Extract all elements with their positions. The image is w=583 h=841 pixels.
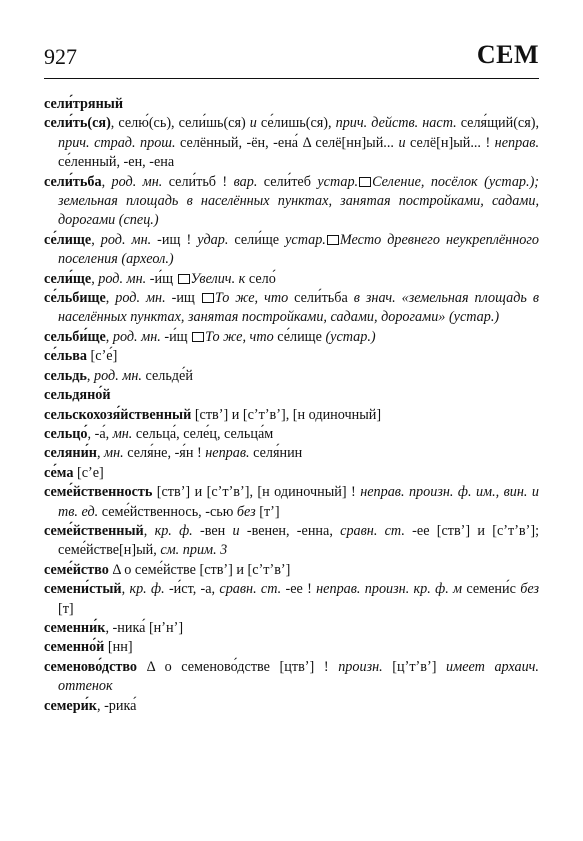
entry-text: сели́теб — [257, 173, 318, 190]
box-icon — [178, 274, 190, 284]
grammar-note: и — [232, 522, 240, 539]
headword: семени́стый — [44, 581, 122, 598]
grammar-note: вар. — [233, 173, 258, 190]
grammar-note: род. мн. — [112, 328, 161, 345]
headword: семе́йственный — [44, 522, 144, 539]
dictionary-entry — [44, 347, 539, 366]
dictionary-entry — [44, 289, 539, 328]
headword: се́ма — [44, 464, 74, 481]
grammar-note: (устар.) — [325, 328, 376, 345]
entry-text: , селю́(сь), сели́шь(ся) — [110, 115, 250, 132]
entry-text: , — [121, 581, 130, 598]
box-icon — [202, 293, 214, 303]
entry-text: семени́с — [462, 581, 521, 598]
headword: семенни́к — [44, 619, 106, 636]
grammar-note: Селение, посёлок (устар.); земельная площадь в населённых пунктах, занятая постройками, садами, дорогами (спец.) — [58, 173, 540, 229]
headword: семери́к — [44, 697, 97, 714]
entry-text: село́ — [245, 270, 276, 287]
grammar-note: род. мн. — [94, 367, 142, 384]
dictionary-entry — [44, 522, 539, 561]
entry-text: семе́йственнось, -сью — [98, 503, 237, 520]
headword: сельцо́ — [44, 425, 88, 442]
grammar-note: Место древнего неукреплённого поселения (археол.) — [58, 231, 539, 268]
dictionary-entry — [44, 406, 539, 425]
grammar-note: см. прим. 3 — [160, 542, 228, 559]
entry-text: сели́ще — [228, 231, 286, 248]
box-icon — [359, 177, 371, 187]
entry-text: , — [105, 328, 113, 345]
dictionary-entry — [44, 231, 539, 270]
grammar-note: без — [236, 503, 256, 520]
headword: семе́йство — [44, 561, 109, 578]
entry-text: сели́тьба — [288, 290, 354, 307]
entry-text: , — [91, 270, 99, 287]
grammar-note: устар. — [285, 231, 326, 248]
entry-text: -вен — [192, 522, 233, 539]
headword: сели́тряный — [44, 96, 124, 112]
headword: сели́ть(ся) — [44, 115, 111, 132]
entry-text: селё[н]ый... ! — [405, 134, 495, 151]
entry-text: сельде́й — [141, 367, 193, 384]
entry-text: , -а́, — [87, 425, 113, 442]
grammar-note: род. мн. — [100, 231, 152, 248]
grammar-note: род. мн. — [115, 290, 166, 307]
entry-text: се́ленный, -ен, -ена — [58, 154, 175, 171]
entry-text: , — [91, 231, 101, 248]
headword: сельскохозя́йственный — [44, 406, 192, 423]
entry-text: -ищ — [165, 290, 201, 307]
grammar-note: сравн. ст. — [340, 522, 405, 539]
dictionary-entry — [44, 580, 539, 619]
entry-text: -и́ст, -а, — [164, 581, 220, 598]
entry-text: селённый, -ён, -ена́ Δ селё[нн]ый... — [175, 134, 399, 151]
headword: сельдяно́й — [44, 387, 111, 404]
entry-text: -и́щ — [146, 270, 177, 287]
dictionary-entry — [44, 367, 539, 386]
entry-text: [сʼе́] — [87, 348, 118, 365]
entry-text: , — [101, 173, 112, 190]
entry-text: -ее ! — [281, 581, 317, 598]
dictionary-entry — [44, 425, 539, 444]
dictionary-entry — [44, 638, 539, 657]
headword: семеново́дство — [44, 658, 137, 675]
grammar-note: и — [249, 115, 257, 132]
entry-text: , — [96, 445, 105, 462]
grammar-note: мн. — [112, 425, 133, 442]
headword: сельдь — [44, 367, 87, 384]
headword: селяни́н — [44, 445, 97, 462]
grammar-note: кр. ф. — [129, 581, 165, 598]
headword: се́льбище — [44, 290, 106, 307]
dictionary-entry — [44, 386, 539, 405]
entry-text: се́лище — [273, 328, 326, 345]
grammar-note: мн. — [104, 445, 124, 462]
headword: сельби́ще — [44, 328, 106, 345]
grammar-note: устар. — [317, 173, 359, 190]
entry-text: селя́нин — [249, 445, 303, 462]
headword: сели́ще — [44, 270, 92, 287]
dictionary-entry — [44, 464, 539, 483]
grammar-note: произн. — [338, 658, 383, 675]
dictionary-entry — [44, 697, 539, 716]
grammar-note: Увелич. к — [190, 270, 246, 287]
dictionary-entry — [44, 173, 539, 231]
entry-text: [т] — [58, 600, 74, 617]
entry-text: -ищ ! — [151, 231, 198, 248]
dictionary-entry — [44, 561, 539, 580]
grammar-note: неправ. произн. кр. ф. м — [316, 581, 463, 598]
grammar-note: без — [520, 581, 539, 598]
headword: сели́тьба — [44, 173, 102, 190]
dictionary-entry — [44, 444, 539, 463]
page-number: 927 — [44, 44, 77, 69]
entry-text: , — [143, 522, 155, 539]
box-icon — [192, 332, 204, 342]
grammar-note: прич. страд. прош. — [58, 134, 176, 151]
headword: се́льва — [44, 348, 87, 365]
grammar-note: неправ. — [494, 134, 539, 151]
entry-text: , -рика́ — [96, 697, 137, 714]
entry-text: селя́щий(ся), — [456, 115, 540, 132]
entry-text: селя́не, -я́н ! — [123, 445, 206, 462]
dictionary-entry — [44, 483, 539, 522]
entry-text: Δ о семе́йстве [ствʼ] и [сʼтʼвʼ] — [108, 561, 291, 578]
grammar-note: сравн. ст. — [219, 581, 282, 598]
dictionary-entries — [44, 95, 539, 716]
entry-text: [ствʼ] и [сʼтʼвʼ], [н одиночный] ! — [152, 484, 361, 501]
page-header — [44, 40, 539, 70]
entry-text: [нн] — [104, 639, 133, 656]
entry-text: [сʼе] — [73, 464, 104, 481]
headword: се́лище — [44, 231, 92, 248]
entry-text: [ствʼ] и [сʼтʼвʼ], [н одиночный] — [191, 406, 382, 423]
grammar-note: То же, что — [214, 290, 289, 307]
dictionary-entry — [44, 270, 539, 289]
grammar-note: неправ. — [205, 445, 250, 462]
grammar-note: в знач. «земельная площадь в населённых пунктах, занятая постройками, садами, дорогами» (устар.) — [58, 290, 539, 326]
grammar-note: и — [398, 134, 406, 151]
dictionary-entry — [44, 328, 539, 347]
entry-text: Δ о семеново́дстве [цтвʼ] ! — [137, 658, 339, 675]
entry-text: , -ника́ [нʼнʼ] — [105, 619, 184, 636]
entry-text: [тʼ] — [255, 503, 280, 520]
entry-text: , — [86, 367, 95, 384]
header-divider — [44, 78, 539, 79]
headword: семенно́й — [44, 639, 105, 656]
dictionary-entry — [44, 114, 539, 172]
entry-text: -и́щ — [160, 328, 192, 345]
dictionary-entry — [44, 658, 539, 697]
grammar-note: имеет архаич. оттенок — [58, 658, 539, 695]
headword: семе́йственность — [44, 484, 153, 501]
entry-text: [цʼтʼвʼ] — [382, 658, 447, 675]
entry-text: сели́тьб ! — [162, 173, 234, 190]
entry-text: , — [105, 290, 116, 307]
box-icon — [327, 235, 339, 245]
grammar-note: кр. ф. — [154, 522, 193, 539]
dictionary-entry — [44, 619, 539, 638]
dictionary-entry — [44, 95, 539, 114]
grammar-note: род. мн. — [111, 173, 163, 190]
entry-text: -венен, -енна, — [239, 522, 341, 539]
entry-text: -ее [ствʼ] и [сʼтʼвʼ]; семе́йстве[н]ый, — [58, 522, 540, 559]
grammar-note: род. мн. — [98, 270, 147, 287]
entry-text: се́лишь(ся), — [256, 115, 336, 132]
grammar-note: То же, что — [205, 328, 274, 345]
entry-text: сельца́, селе́ц, сельца́м — [132, 425, 274, 442]
grammar-note: прич. действ. наст. — [335, 115, 457, 132]
grammar-note: удар. — [197, 231, 229, 248]
grammar-note: неправ. произн. ф. им., вин. и тв. ед. — [58, 484, 539, 520]
running-head: СЕМ — [476, 40, 539, 69]
